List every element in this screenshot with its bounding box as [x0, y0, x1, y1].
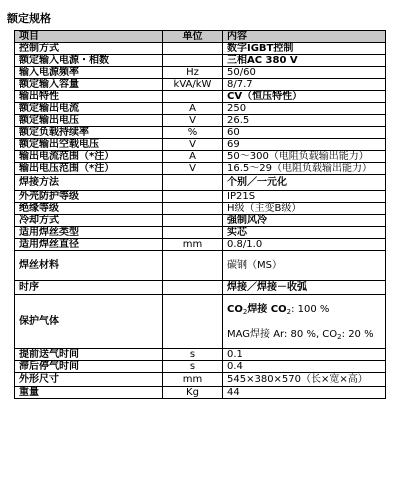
row-label: 控制方式 — [15, 43, 163, 55]
table-row — [15, 361, 386, 373]
header-content: 内容 — [223, 31, 386, 43]
row-unit — [163, 55, 223, 67]
row-label: 输入电源频率 — [15, 67, 163, 79]
row-unit: V — [163, 163, 223, 175]
row-label: 保护气体 — [15, 295, 163, 349]
row-label: 冷却方式 — [15, 215, 163, 227]
co2-mid: 焊接 CO — [247, 303, 287, 315]
table-row — [15, 175, 386, 191]
table-row-gas — [15, 295, 386, 349]
row-value: 50/60 — [223, 67, 386, 79]
row-value: 碳钢（MS） — [223, 251, 386, 281]
row-label: 额定负载持续率 — [15, 127, 163, 139]
row-value-gas — [223, 295, 386, 349]
table-row — [15, 373, 386, 387]
row-value: 0.8/1.0 — [223, 239, 386, 251]
row-value: 0.4 — [223, 361, 386, 373]
row-unit — [163, 215, 223, 227]
row-unit — [163, 295, 223, 349]
table-row — [15, 251, 386, 281]
page-title: 额定规格 — [7, 12, 51, 25]
row-label: 焊接方法 — [15, 175, 163, 191]
row-label: 焊丝材料 — [15, 251, 163, 281]
row-value: 545×380×570（长×宽×高） — [223, 373, 386, 387]
row-unit — [163, 251, 223, 281]
row-unit: V — [163, 139, 223, 151]
row-unit: s — [163, 349, 223, 361]
row-label: 适用焊丝类型 — [15, 227, 163, 239]
row-label: 额定输出电流 — [15, 103, 163, 115]
row-unit: s — [163, 361, 223, 373]
row-value: IP21S — [223, 191, 386, 203]
table-row — [15, 91, 386, 103]
co2-rest: : 100 % — [291, 303, 330, 315]
spec-table — [14, 30, 386, 399]
spec-table-body — [15, 31, 386, 399]
table-row — [15, 227, 386, 239]
row-value: 数字IGBT控制 — [223, 43, 386, 55]
co2-sub: 2 — [242, 307, 248, 316]
row-unit: A — [163, 151, 223, 163]
row-unit — [163, 175, 223, 191]
table-row — [15, 115, 386, 127]
row-value: 实芯 — [223, 227, 386, 239]
table-row — [15, 67, 386, 79]
row-value: 16.5～29（电阻负载输出能力） — [223, 163, 386, 175]
row-unit: kVA/kW — [163, 79, 223, 91]
table-row — [15, 163, 386, 175]
row-value: 强制风冷 — [223, 215, 386, 227]
row-unit: Kg — [163, 387, 223, 399]
mag-rest: : 20 % — [341, 328, 374, 340]
table-row — [15, 139, 386, 151]
row-label: 额定输入容量 — [15, 79, 163, 91]
table-row — [15, 203, 386, 215]
row-value: 个别／一元化 — [223, 175, 386, 191]
row-unit: mm — [163, 239, 223, 251]
table-row — [15, 103, 386, 115]
co2-label: CO — [227, 303, 243, 315]
header-item: 项目 — [15, 31, 163, 43]
row-label: 适用焊丝直径 — [15, 239, 163, 251]
row-value: 44 — [223, 387, 386, 399]
row-value: 60 — [223, 127, 386, 139]
row-value: 0.1 — [223, 349, 386, 361]
row-unit — [163, 43, 223, 55]
table-row — [15, 215, 386, 227]
table-row — [15, 281, 386, 295]
row-label: 输出电流范围（*注） — [15, 151, 163, 163]
table-row — [15, 239, 386, 251]
row-value: H级（主变B级） — [223, 203, 386, 215]
mag-sub: 2 — [337, 332, 342, 341]
table-row — [15, 191, 386, 203]
row-label: 提前送气时间 — [15, 349, 163, 361]
table-row — [15, 127, 386, 139]
row-unit: A — [163, 103, 223, 115]
row-unit: mm — [163, 373, 223, 387]
table-row — [15, 55, 386, 67]
row-value: 250 — [223, 103, 386, 115]
co2-sub2: 2 — [286, 307, 292, 316]
row-value: 焊接／焊接－收弧 — [223, 281, 386, 295]
row-value: 三相AC 380 V — [223, 55, 386, 67]
row-label: 额定输出空载电压 — [15, 139, 163, 151]
row-unit — [163, 91, 223, 103]
row-label: 重量 — [15, 387, 163, 399]
row-value: 69 — [223, 139, 386, 151]
row-label: 额定输入电源・相数 — [15, 55, 163, 67]
row-unit: % — [163, 127, 223, 139]
row-unit — [163, 203, 223, 215]
row-label: 滞后停气时间 — [15, 361, 163, 373]
row-unit — [163, 191, 223, 203]
table-row — [15, 43, 386, 55]
gas-mag-line — [227, 329, 381, 340]
row-value: 8/7.7 — [223, 79, 386, 91]
table-row — [15, 79, 386, 91]
table-row — [15, 151, 386, 163]
row-unit — [163, 281, 223, 295]
row-unit: Hz — [163, 67, 223, 79]
row-value: 50～300（电阻负载输出能力） — [223, 151, 386, 163]
row-value: 26.5 — [223, 115, 386, 127]
table-row — [15, 387, 386, 399]
row-unit — [163, 227, 223, 239]
row-label: 输出特性 — [15, 91, 163, 103]
row-label: 时序 — [15, 281, 163, 295]
row-label: 外形尺寸 — [15, 373, 163, 387]
table-row — [15, 349, 386, 361]
row-label: 额定输出电压 — [15, 115, 163, 127]
row-label: 外壳防护等级 — [15, 191, 163, 203]
gas-co2-line — [227, 304, 381, 315]
row-value: CV（恒压特性） — [223, 91, 386, 103]
table-header-row — [15, 31, 386, 43]
row-unit: V — [163, 115, 223, 127]
mag-label: MAG焊接 Ar: 80 %, CO — [227, 328, 338, 340]
row-label: 绝缘等级 — [15, 203, 163, 215]
row-label: 输出电压范围（*注） — [15, 163, 163, 175]
header-unit: 单位 — [163, 31, 223, 43]
